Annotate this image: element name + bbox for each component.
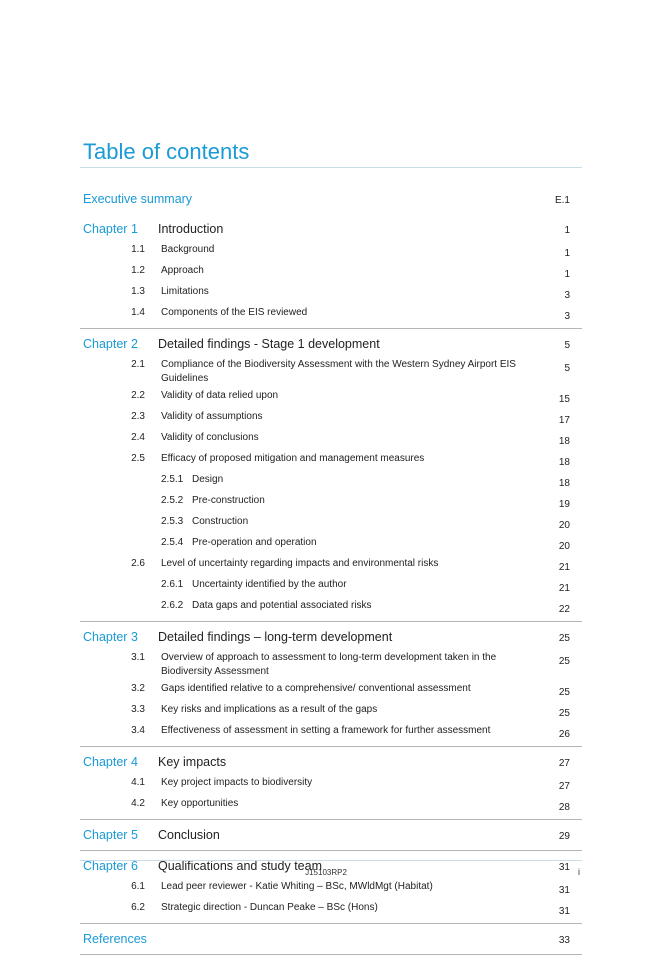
toc-entry-number: 4.2 bbox=[131, 798, 145, 809]
toc-entry-number: 2.5.4 bbox=[161, 537, 184, 548]
toc-section-entry[interactable] bbox=[80, 681, 582, 702]
toc-chapter-number: Chapter 4 bbox=[83, 755, 138, 769]
toc-entry-title: Pre-construction bbox=[192, 495, 265, 506]
toc-chapter-title: Conclusion bbox=[158, 828, 220, 842]
toc-chapter-number: Chapter 5 bbox=[83, 828, 138, 842]
toc-entry-number: 3.2 bbox=[131, 683, 145, 694]
toc-entry-number: 2.5.3 bbox=[161, 516, 184, 527]
toc-page-number: 20 bbox=[558, 541, 570, 552]
toc-page-number: 18 bbox=[558, 457, 570, 468]
toc-entry-label bbox=[145, 494, 530, 508]
toc-entry-title: Pre-operation and operation bbox=[192, 537, 317, 548]
toc-entry-title: Strategic direction - Duncan Peake – BSc (Hons) bbox=[161, 902, 378, 913]
toc-subsection-entry[interactable] bbox=[80, 577, 582, 598]
toc-chapter-title: Detailed findings – long-term development bbox=[158, 630, 393, 644]
toc-page-number: 28 bbox=[558, 802, 570, 813]
toc-entry-number: 1.3 bbox=[131, 286, 145, 297]
toc-entry-title: Key opportunities bbox=[161, 798, 239, 809]
toc-page-number: E.1 bbox=[554, 195, 570, 206]
toc-entry-title: Background bbox=[161, 244, 215, 255]
toc-chapter-heading[interactable] bbox=[80, 930, 582, 952]
toc-section-entry[interactable] bbox=[80, 796, 582, 817]
toc-subsection-entry[interactable] bbox=[80, 493, 582, 514]
toc-page-number: 21 bbox=[558, 583, 570, 594]
toc-page-number: 5 bbox=[564, 340, 570, 351]
toc-page-number: 26 bbox=[558, 729, 570, 740]
toc-page-number: 3 bbox=[564, 311, 570, 322]
toc-entry-title: Compliance of the Biodiversity Assessment with the Western Sydney Airport EIS Guidelines bbox=[161, 359, 516, 384]
toc-section bbox=[80, 190, 582, 214]
toc-entry-title: Validity of assumptions bbox=[161, 411, 263, 422]
toc-page-number: 21 bbox=[558, 562, 570, 573]
toc-chapter-heading[interactable] bbox=[80, 826, 582, 848]
toc-chapter-title: Detailed findings - Stage 1 development bbox=[158, 337, 380, 351]
toc-page-number: 25 bbox=[558, 687, 570, 698]
toc-section bbox=[80, 753, 582, 820]
toc-page-number: 31 bbox=[558, 885, 570, 896]
toc-page-number: 29 bbox=[558, 831, 570, 842]
toc-section-entry[interactable] bbox=[80, 702, 582, 723]
toc-chapter-title: Introduction bbox=[158, 222, 224, 236]
toc-entry-number: 3.3 bbox=[131, 704, 145, 715]
toc-section-entry[interactable] bbox=[80, 263, 582, 284]
toc-entry-label bbox=[145, 578, 530, 592]
toc-entry-title: Validity of conclusions bbox=[161, 432, 259, 443]
toc-section-entry[interactable] bbox=[80, 357, 582, 388]
toc-entry-title: Data gaps and potential associated risks bbox=[192, 600, 372, 611]
toc-entry-number: 1.4 bbox=[131, 307, 145, 318]
toc-entry-number: 4.1 bbox=[131, 777, 145, 788]
toc-section-entry[interactable] bbox=[80, 242, 582, 263]
toc-entry-number: 2.3 bbox=[131, 411, 145, 422]
toc-chapter-heading[interactable] bbox=[80, 753, 582, 775]
toc-chapter-title: Qualifications and study team bbox=[158, 859, 322, 873]
toc-entry-title: Approach bbox=[161, 265, 204, 276]
document-code: J15103RP2 bbox=[305, 868, 347, 877]
table-of-contents bbox=[80, 190, 582, 955]
toc-entry-number: 2.5.2 bbox=[161, 495, 184, 506]
toc-entry-title: Efficacy of proposed mitigation and management measures bbox=[161, 453, 425, 464]
toc-page-number: 1 bbox=[564, 225, 570, 236]
toc-chapter-heading[interactable] bbox=[80, 220, 582, 242]
toc-entry-title: Key risks and implications as a result of the gaps bbox=[161, 704, 378, 715]
toc-page-number: 3 bbox=[564, 290, 570, 301]
toc-entry-label bbox=[145, 536, 530, 550]
toc-section bbox=[80, 930, 582, 955]
toc-chapter-heading[interactable] bbox=[80, 335, 582, 357]
toc-entry-title: Validity of data relied upon bbox=[161, 390, 279, 401]
toc-entry-number: 2.2 bbox=[131, 390, 145, 401]
toc-page-number: 25 bbox=[558, 656, 570, 667]
toc-section-entry[interactable] bbox=[80, 284, 582, 305]
toc-section bbox=[80, 220, 582, 329]
toc-entry-title: Limitations bbox=[161, 286, 209, 297]
toc-chapter-heading[interactable] bbox=[80, 628, 582, 650]
toc-page-number: 33 bbox=[558, 935, 570, 946]
toc-subsection-entry[interactable] bbox=[80, 472, 582, 493]
toc-page-number: 15 bbox=[558, 394, 570, 405]
toc-section-entry[interactable] bbox=[80, 556, 582, 577]
toc-page-number: 1 bbox=[564, 269, 570, 280]
toc-page-number: 27 bbox=[558, 758, 570, 769]
toc-chapter-number: Chapter 2 bbox=[83, 337, 138, 351]
toc-section-entry[interactable] bbox=[80, 650, 582, 681]
footer-divider bbox=[80, 860, 582, 861]
toc-entry-number: 3.4 bbox=[131, 725, 145, 736]
toc-entry-label bbox=[145, 599, 530, 613]
toc-entry-number: 6.2 bbox=[131, 902, 145, 913]
toc-subsection-entry[interactable] bbox=[80, 535, 582, 556]
toc-section bbox=[80, 628, 582, 747]
toc-chapter-heading[interactable] bbox=[80, 190, 582, 212]
toc-entry-number: 2.1 bbox=[131, 359, 145, 370]
toc-page-number: 25 bbox=[558, 633, 570, 644]
toc-entry-title: Overview of approach to assessment to long-term development taken in the Biodiversity Assessment bbox=[161, 652, 497, 677]
toc-entry-title: Construction bbox=[192, 516, 249, 527]
toc-entry-number: 2.6.2 bbox=[161, 600, 184, 611]
toc-page-number: 31 bbox=[558, 906, 570, 917]
toc-page-number: 18 bbox=[558, 478, 570, 489]
toc-entry-number: 1.2 bbox=[131, 265, 145, 276]
toc-page-number: 22 bbox=[558, 604, 570, 615]
toc-section-entry[interactable] bbox=[80, 430, 582, 451]
toc-entry-number: 2.6 bbox=[131, 558, 145, 569]
toc-entry-title: Gaps identified relative to a comprehensive/ conventional assessment bbox=[161, 683, 471, 694]
toc-section-entry[interactable] bbox=[80, 775, 582, 796]
toc-chapter-number: Chapter 6 bbox=[83, 859, 138, 873]
toc-section-entry[interactable] bbox=[80, 388, 582, 409]
toc-subsection-entry[interactable] bbox=[80, 598, 582, 619]
toc-entry-number: 2.6.1 bbox=[161, 579, 184, 590]
toc-page-number: 17 bbox=[558, 415, 570, 426]
toc-entry-title: Effectiveness of assessment in setting a framework for further assessment bbox=[161, 725, 491, 736]
toc-section-entry[interactable] bbox=[80, 723, 582, 744]
page-title: Table of contents bbox=[83, 139, 250, 164]
toc-entry-number: 1.1 bbox=[131, 244, 145, 255]
toc-chapter-number: Chapter 1 bbox=[83, 222, 138, 236]
title-divider bbox=[80, 167, 582, 168]
toc-chapter-title: Key impacts bbox=[158, 755, 227, 769]
toc-page-number: 25 bbox=[558, 708, 570, 719]
toc-section-entry[interactable] bbox=[80, 305, 582, 326]
toc-entry-title: Level of uncertainty regarding impacts and environmental risks bbox=[161, 558, 439, 569]
toc-entry-title: Components of the EIS reviewed bbox=[161, 307, 308, 318]
toc-entry-number: 6.1 bbox=[131, 881, 145, 892]
toc-page-number: 1 bbox=[564, 248, 570, 259]
toc-page-number: 27 bbox=[558, 781, 570, 792]
toc-entry-number: 2.4 bbox=[131, 432, 145, 443]
toc-entry-number: 2.5 bbox=[131, 453, 145, 464]
toc-section bbox=[80, 826, 582, 851]
page-number: i bbox=[578, 867, 580, 877]
toc-subsection-entry[interactable] bbox=[80, 514, 582, 535]
toc-page-number: 31 bbox=[558, 862, 570, 873]
toc-chapter-number: Chapter 3 bbox=[83, 630, 138, 644]
toc-page-number: 18 bbox=[558, 436, 570, 447]
toc-entry-title: Lead peer reviewer - Katie Whiting – BSc, MWldMgt (Habitat) bbox=[161, 881, 433, 892]
toc-entry-title: Uncertainty identified by the author bbox=[192, 579, 347, 590]
toc-entry-title: Design bbox=[192, 474, 224, 485]
toc-chapter-title: References bbox=[83, 932, 147, 946]
toc-entry-title: Key project impacts to biodiversity bbox=[161, 777, 313, 788]
toc-section-entry[interactable] bbox=[80, 879, 582, 900]
toc-entry-number: 3.1 bbox=[131, 652, 145, 663]
toc-page-number: 5 bbox=[564, 363, 570, 374]
toc-section bbox=[80, 335, 582, 622]
toc-page-number: 19 bbox=[558, 499, 570, 510]
toc-section-entry[interactable] bbox=[80, 900, 582, 921]
toc-section-entry[interactable] bbox=[80, 409, 582, 430]
toc-chapter-title: Executive summary bbox=[83, 192, 193, 206]
toc-entry-label bbox=[145, 515, 530, 529]
toc-entry-label bbox=[145, 473, 530, 487]
toc-section-entry[interactable] bbox=[80, 451, 582, 472]
toc-page-number: 20 bbox=[558, 520, 570, 531]
toc-entry-number: 2.5.1 bbox=[161, 474, 184, 485]
